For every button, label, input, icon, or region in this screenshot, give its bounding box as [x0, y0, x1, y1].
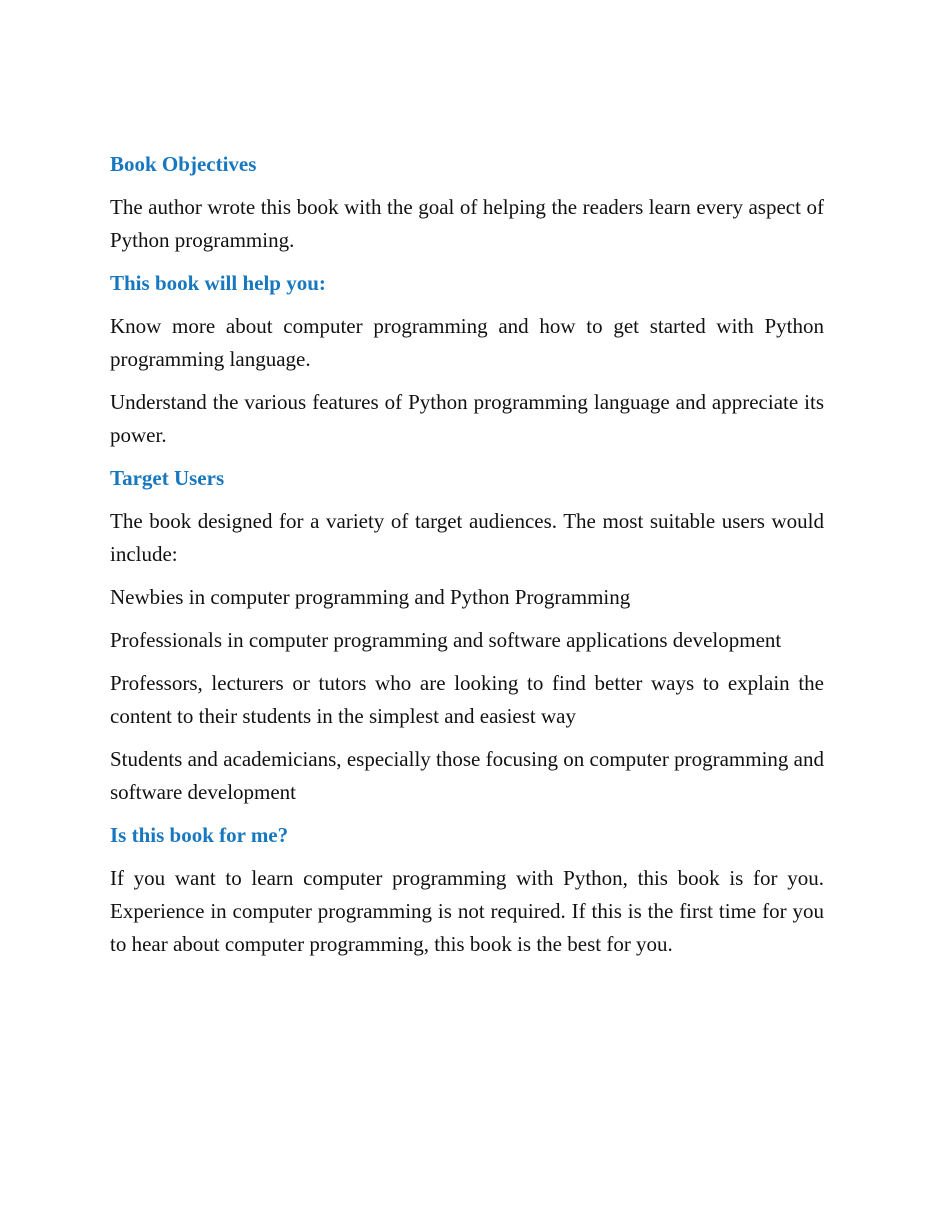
- heading-target-users: Target Users: [110, 466, 225, 490]
- paragraph-for-me: If you want to learn computer programming with Python, this book is for you. Experience in computer programming is not required. If this is the first time for you to hear about computer programming, this book is the best for you.: [110, 866, 824, 956]
- target-user-item: Professionals in computer programming and software applications development: [110, 628, 782, 652]
- help-item: Know more about computer programming and how to get started with Python programming language.: [110, 314, 824, 371]
- target-user-item: Students and academicians, especially those focusing on computer programming and software development: [110, 747, 824, 804]
- heading-book-objectives: Book Objectives: [110, 152, 257, 176]
- heading-is-this-book-for-me: Is this book for me?: [110, 823, 289, 847]
- paragraph-objectives: The author wrote this book with the goal of helping the readers learn every aspect of Python programming.: [110, 195, 824, 252]
- heading-book-will-help: This book will help you:: [110, 271, 326, 295]
- paragraph-target-intro: The book designed for a variety of target audiences. The most suitable users would include:: [110, 509, 824, 566]
- page-content: [110, 148, 824, 971]
- help-item: Understand the various features of Python programming language and appreciate its power.: [110, 390, 824, 447]
- target-user-item: Newbies in computer programming and Python Programming: [110, 585, 631, 609]
- target-user-item: Professors, lecturers or tutors who are looking to find better ways to explain the content to their students in the simplest and easiest way: [110, 671, 824, 728]
